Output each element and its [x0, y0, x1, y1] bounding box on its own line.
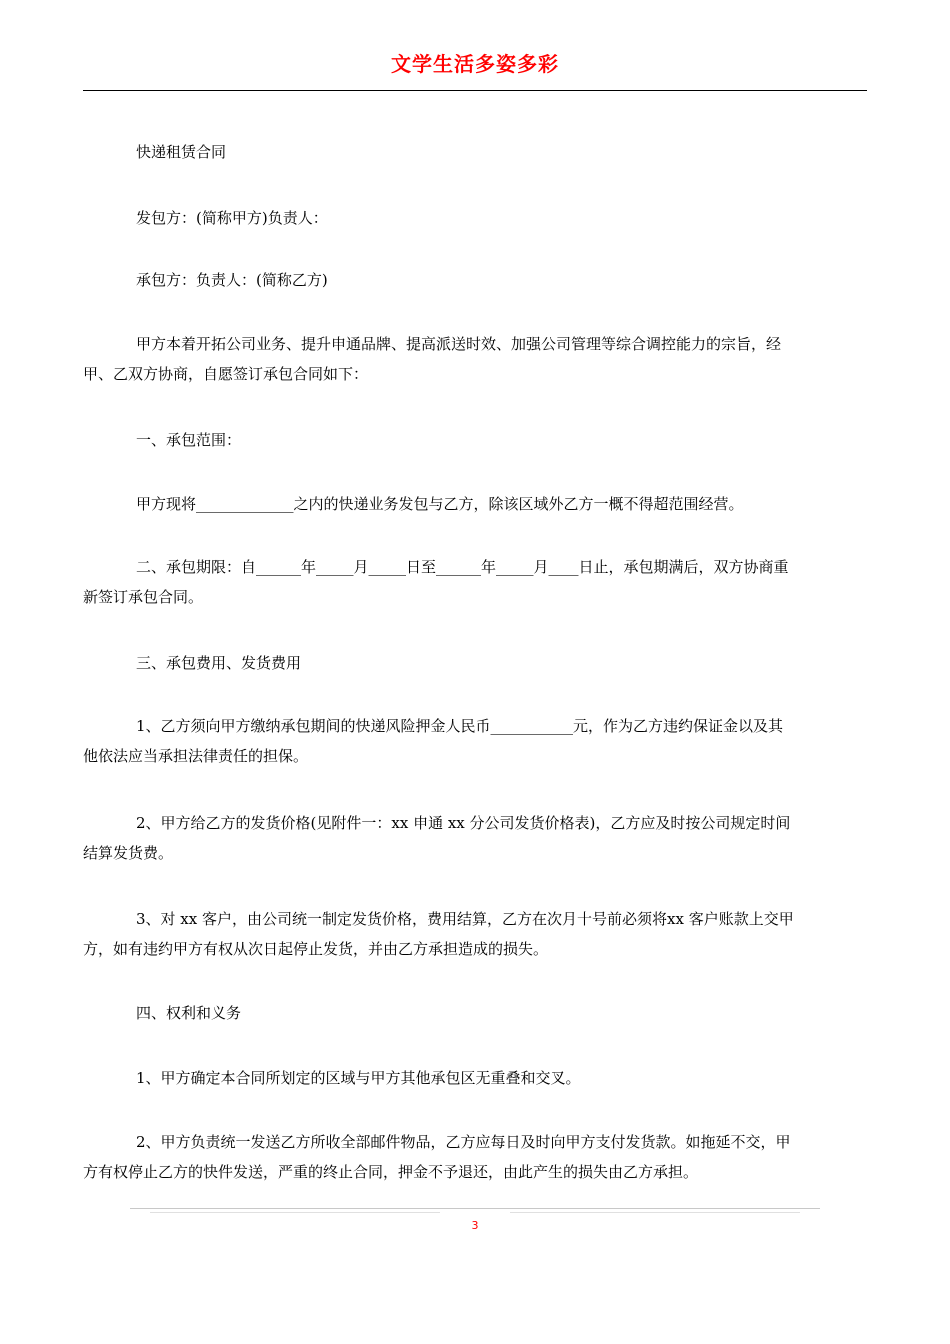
paragraph-line: 三、承包费用、发货费用 [136, 654, 302, 672]
paragraph-contract-title [83, 137, 873, 167]
section-heading-scope [83, 425, 873, 455]
footer-divider-right [510, 1212, 800, 1213]
paragraph-rights-2 [83, 1127, 873, 1187]
paragraph-line: 一、承包范围： [136, 431, 242, 449]
section-heading-rights [83, 998, 873, 1028]
paragraph-line: 结算发货费。 [83, 844, 174, 862]
paragraph-preamble [83, 329, 873, 389]
page-header-title: 文学生活多姿多彩 [391, 52, 559, 76]
paragraph-fee-deposit [83, 711, 873, 771]
paragraph-line: 他依法应当承担法律责任的担保。 [83, 747, 309, 765]
paragraph-line: 发包方：(简称甲方)负责人： [136, 209, 328, 227]
paragraph-line: 2、甲方负责统一发送乙方所收全部邮件物品，乙方应每日及时向甲方支付发货款。如拖延不交，甲 [136, 1133, 791, 1151]
paragraph-line: 1、甲方确定本合同所划定的区域与甲方其他承包区无重叠和交叉。 [136, 1069, 581, 1087]
paragraph-scope-detail [83, 489, 873, 519]
page-number: 3 [471, 1219, 479, 1232]
paragraph-fee-price [83, 808, 873, 868]
paragraph-line: 快递租赁合同 [136, 143, 227, 161]
paragraph-line: 新签订承包合同。 [83, 588, 204, 606]
paragraph-line: 1、乙方须向甲方缴纳承包期间的快递风险押金人民币___________元，作为乙方违约保证金以及其 [136, 717, 784, 735]
paragraph-line: 甲、乙双方协商，自愿签订承包合同如下： [83, 365, 369, 383]
paragraph-party-b [83, 265, 873, 295]
paragraph-term [83, 552, 873, 612]
paragraph-line: 甲方现将_____________之内的快递业务发包与乙方，除该区域外乙方一概不得超范围经营。 [136, 495, 744, 513]
paragraph-line: 四、权利和义务 [136, 1004, 242, 1022]
paragraph-party-a [83, 203, 873, 233]
paragraph-line: 3、对 xx 客户，由公司统一制定发货价格，费用结算，乙方在次月十号前必须将xx 客户账款上交甲 [136, 910, 794, 928]
paragraph-fee-clients [83, 904, 873, 964]
paragraph-line: 承包方：负责人：(简称乙方) [136, 271, 328, 289]
section-heading-fees [83, 648, 873, 678]
paragraph-line: 二、承包期限：自______年_____月_____日至______年_____月____日止，承包期满后，双方协商重 [136, 558, 789, 576]
paragraph-line: 甲方本着开拓公司业务、提升申通品牌、提高派送时效、加强公司管理等综合调控能力的宗旨，经 [136, 335, 782, 353]
paragraph-line: 方有权停止乙方的快件发送，严重的终止合同，押金不予退还，由此产生的损失由乙方承担。 [83, 1163, 699, 1181]
footer-divider-left [150, 1212, 440, 1213]
paragraph-line: 方，如有违约甲方有权从次日起停止发货，并由乙方承担造成的损失。 [83, 940, 549, 958]
footer-divider [130, 1208, 820, 1209]
paragraph-line: 2、甲方给乙方的发货价格(见附件一：xx 申通 xx 分公司发货价格表)，乙方应及时按公司规定时间 [136, 814, 791, 832]
header-divider [83, 90, 867, 91]
paragraph-rights-1 [83, 1063, 873, 1093]
